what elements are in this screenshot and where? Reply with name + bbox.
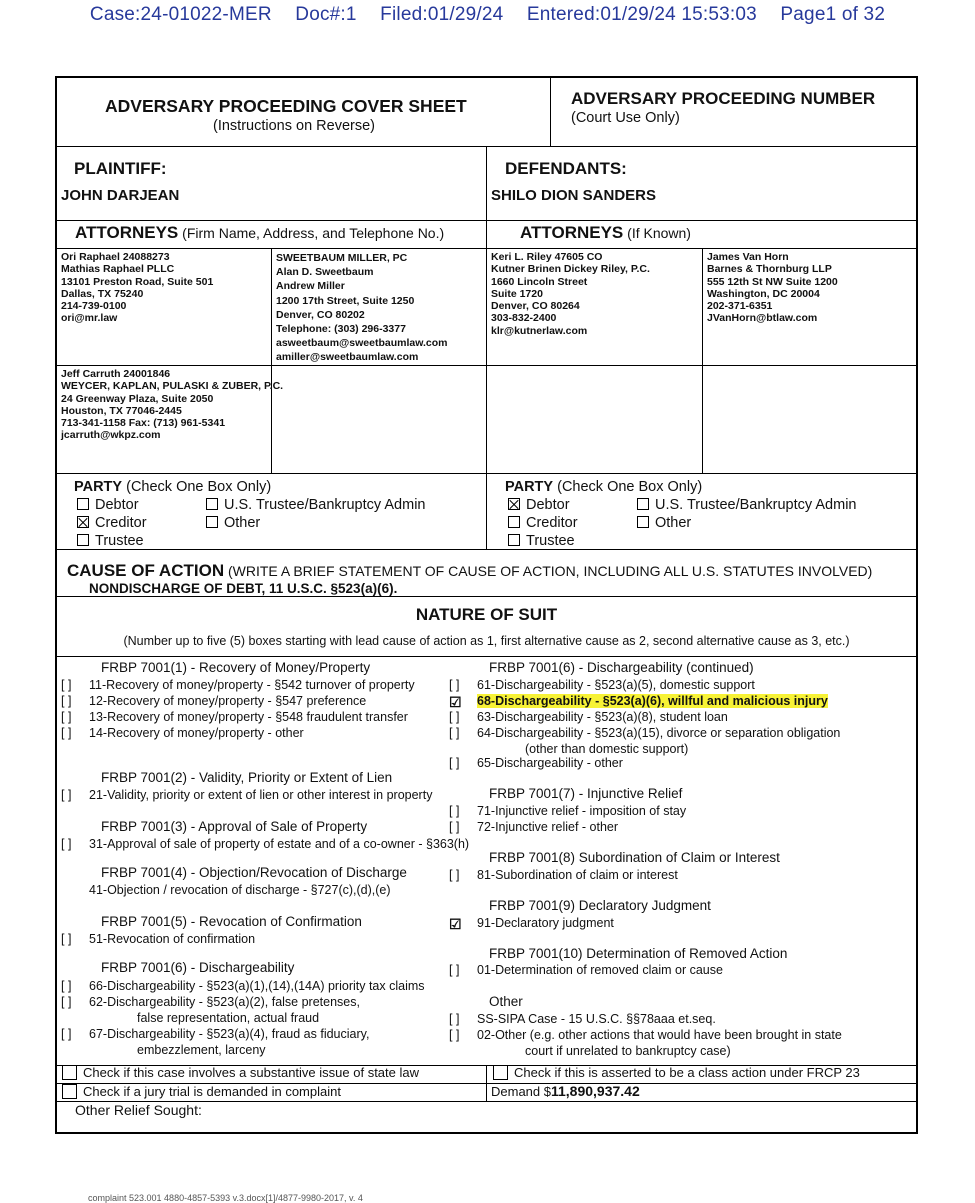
- nos-right-item: 64-Dischargeability - §523(a)(15), divorce or separation obligation: [477, 726, 841, 740]
- nos-checkbox[interactable]: [ ]: [449, 804, 460, 818]
- attorneys-right-header: ATTORNEYS (If Known): [520, 223, 691, 242]
- nos-left-heading: FRBP 7001(2) - Validity, Priority or Extent of Lien: [101, 770, 393, 785]
- party-left-ust[interactable]: U.S. Trustee/Bankruptcy Admin: [206, 497, 425, 513]
- attorney-van-horn: James Van Horn Barnes & Thornburg LLP 555 12th St NW Suite 1200 Washington, DC 20004 202-371-6351 JVanHorn@btlaw.com: [707, 251, 838, 325]
- party-right-ust[interactable]: U.S. Trustee/Bankruptcy Admin: [637, 497, 856, 513]
- attorney-raphael: Ori Raphael 24088273 Mathias Raphael PLLC 13101 Preston Road, Suite 501 Dallas, TX 75240 214-739-0100 ori@mr.law: [61, 251, 214, 325]
- proceeding-number-label: ADVERSARY PROCEEDING NUMBER: [571, 89, 876, 108]
- nature-of-suit-instructions: (Number up to five (5) boxes starting with lead cause of action as 1, first alternative cause as 2, second alternative cause as 3, etc.): [123, 634, 850, 648]
- entered-date: Entered:01/29/24 15:53:03: [526, 4, 757, 25]
- checkbox-checked-icon: [77, 516, 89, 528]
- attorneys-left-header: ATTORNEYS (Firm Name, Address, and Telephone No.): [75, 223, 445, 242]
- nature-of-suit-title: NATURE OF SUIT: [415, 605, 558, 624]
- checkbox-icon: [206, 516, 218, 528]
- nos-right-item: 61-Dischargeability - §523(a)(5), domestic support: [477, 678, 755, 692]
- party-right-debtor[interactable]: Debtor: [508, 497, 570, 513]
- nos-right-heading: FRBP 7001(10) Determination of Removed Action: [489, 946, 788, 961]
- checkbox-icon: [637, 498, 649, 510]
- party-left-header: PARTY (Check One Box Only): [74, 479, 272, 495]
- checkbox-icon: [493, 1065, 508, 1080]
- checkbox-icon: [77, 498, 89, 510]
- plaintiff-label: PLAINTIFF:: [74, 159, 167, 178]
- nos-right-heading: FRBP 7001(8) Subordination of Claim or Interest: [489, 850, 780, 865]
- party-left-trustee[interactable]: Trustee: [77, 533, 144, 549]
- nos-checkbox[interactable]: [ ]: [449, 820, 460, 834]
- nos-right-item: 01-Determination of removed claim or cause: [477, 963, 723, 977]
- nos-checkbox[interactable]: [ ]: [61, 710, 72, 724]
- checked-box-icon[interactable]: ☑: [449, 916, 462, 932]
- nos-checkbox[interactable]: [ ]: [449, 868, 460, 882]
- nos-left-item: 67-Dischargeability - §523(a)(4), fraud as fiduciary,: [89, 1027, 370, 1041]
- nos-right-item: SS-SIPA Case - 15 U.S.C. §§78aaa et.seq.: [477, 1012, 716, 1026]
- nos-right-heading: FRBP 7001(7) - Injunctive Relief: [489, 786, 683, 801]
- cause-of-action-statement: NONDISCHARGE OF DEBT, 11 U.S.C. §523(a)(6).: [89, 581, 398, 596]
- nos-right-item: 63-Dischargeability - §523(a)(8), student loan: [477, 710, 728, 724]
- checkbox-icon: [637, 516, 649, 528]
- checkbox-checked-icon: [508, 498, 520, 510]
- nos-checkbox[interactable]: [ ]: [449, 710, 460, 724]
- checkbox-icon: [77, 534, 89, 546]
- attorney-riley: Keri L. Riley 47605 CO Kutner Brinen Dickey Riley, P.C. 1660 Lincoln Street Suite 1720 Denver, CO 80264 303-832-2400 klr@kutnerlaw.com: [491, 251, 650, 337]
- nos-right-heading: FRBP 7001(9) Declaratory Judgment: [489, 898, 711, 913]
- checkbox-icon: [62, 1084, 77, 1099]
- nos-left-item: 41-Objection / revocation of discharge - §727(c),(d),(e): [89, 883, 391, 897]
- checkbox-icon: [206, 498, 218, 510]
- defendants-label: DEFENDANTS:: [505, 159, 627, 178]
- nos-left-item: false representation, actual fraud: [137, 1011, 320, 1025]
- cause-of-action-header: CAUSE OF ACTION (WRITE A BRIEF STATEMENT OF CAUSE OF ACTION, INCLUDING ALL U.S. STATUTES INVOLVED): [67, 561, 873, 580]
- nos-left-item: 21-Validity, priority or extent of lien or other interest in property: [89, 788, 433, 802]
- nos-right-item: court if unrelated to bankruptcy case): [525, 1044, 731, 1058]
- nos-left-item: 62-Dischargeability - §523(a)(2), false pretenses,: [89, 995, 360, 1009]
- nos-checkbox[interactable]: [ ]: [449, 678, 460, 692]
- nos-checkbox[interactable]: [ ]: [61, 726, 72, 740]
- nos-right-item: 68-Dischargeability - §523(a)(6), willful and malicious injury: [477, 694, 828, 708]
- case-header: [0, 4, 975, 26]
- nos-right-item: 72-Injunctive relief - other: [477, 820, 619, 834]
- nos-checkbox[interactable]: [ ]: [61, 837, 72, 851]
- checkbox-icon: [508, 534, 520, 546]
- nos-checkbox[interactable]: [ ]: [61, 1027, 72, 1041]
- document-footer: complaint 523.001 4880-4857-5393 v.3.docx[1]/4877-9980-2017, v. 4: [88, 1193, 363, 1203]
- doc-number: Doc#:1: [295, 4, 357, 25]
- filed-date: Filed:01/29/24: [380, 4, 504, 25]
- nos-right-heading: Other: [489, 994, 523, 1009]
- nos-right-item: 81-Subordination of claim or interest: [477, 868, 678, 882]
- nos-checkbox[interactable]: [ ]: [449, 756, 460, 770]
- checked-box-icon[interactable]: ☑: [449, 694, 462, 710]
- nos-right-item: (other than domestic support): [525, 742, 689, 756]
- nos-left-item: 11-Recovery of money/property - §542 turnover of property: [89, 678, 415, 692]
- nos-right-item: 65-Dischargeability - other: [477, 756, 623, 770]
- party-left-creditor[interactable]: Creditor: [77, 515, 147, 531]
- nos-left-heading: FRBP 7001(4) - Objection/Revocation of Discharge: [101, 865, 407, 880]
- nos-left-item: 13-Recovery of money/property - §548 fraudulent transfer: [89, 710, 408, 724]
- party-left-debtor[interactable]: Debtor: [77, 497, 139, 513]
- cover-sheet-form: [55, 76, 918, 1134]
- plaintiff-name: JOHN DARJEAN: [61, 187, 180, 204]
- nos-left-item: 14-Recovery of money/property - other: [89, 726, 304, 740]
- nos-checkbox[interactable]: [ ]: [61, 694, 72, 708]
- nos-checkbox[interactable]: [ ]: [61, 788, 72, 802]
- nos-left-heading: FRBP 7001(5) - Revocation of Confirmation: [101, 914, 362, 929]
- nos-left-item: 66-Dischargeability - §523(a)(1),(14),(14A) priority tax claims: [89, 979, 425, 993]
- nos-right-item: 02-Other (e.g. other actions that would have been brought in state: [477, 1028, 842, 1042]
- checkbox-icon: [508, 516, 520, 528]
- attorney-sweetbaum: SWEETBAUM MILLER, PC Alan D. Sweetbaum Andrew Miller 1200 17th Street, Suite 1250 Denver, CO 80202 Telephone: (303) 296-3377 asweetbaum@sweetbaumlaw.com amiller@sweetbaumlaw.com: [276, 252, 448, 364]
- party-right-trustee[interactable]: Trustee: [508, 533, 575, 549]
- nos-checkbox[interactable]: [ ]: [449, 963, 460, 977]
- case-number: Case:24-01022-MER: [89, 4, 272, 25]
- nos-left-item: 51-Revocation of confirmation: [89, 932, 256, 946]
- party-left-other[interactable]: Other: [206, 515, 260, 531]
- nos-checkbox[interactable]: [ ]: [61, 995, 72, 1009]
- attorney-carruth: Jeff Carruth 24001846 WEYCER, KAPLAN, PULASKI & ZUBER, P.C. 24 Greenway Plaza, Suite 2050 Houston, TX 77046-2445 713-341-1158 Fax: (713) 961-5341 jcarruth@wkpz.com: [61, 368, 284, 442]
- nos-left-heading: FRBP 7001(3) - Approval of Sale of Property: [101, 819, 368, 834]
- party-right-other[interactable]: Other: [637, 515, 691, 531]
- other-relief-sought: Other Relief Sought:: [75, 1102, 202, 1118]
- checkbox-icon: [62, 1065, 77, 1080]
- nos-left-item: 12-Recovery of money/property - §547 preference: [89, 694, 367, 708]
- nos-left-item: embezzlement, larceny: [137, 1043, 266, 1057]
- nos-checkbox[interactable]: [ ]: [449, 726, 460, 740]
- nos-checkbox[interactable]: [ ]: [61, 678, 72, 692]
- party-right-header: PARTY (Check One Box Only): [505, 479, 703, 495]
- state-law-checkbox-row[interactable]: Check if this case involves a substantive issue of state law: [62, 1065, 419, 1080]
- nos-left-heading: FRBP 7001(1) - Recovery of Money/Property: [101, 660, 371, 675]
- nos-right-item: 71-Injunctive relief - imposition of stay: [477, 804, 687, 818]
- form-title: ADVERSARY PROCEEDING COVER SHEET: [105, 96, 467, 116]
- defendants-name: SHILO DION SANDERS: [491, 187, 657, 204]
- nos-right-item: 91-Declaratory judgment: [477, 916, 614, 930]
- nos-right-heading: FRBP 7001(6) - Dischargeability (continued): [489, 660, 754, 675]
- nos-checkbox[interactable]: [ ]: [61, 932, 72, 946]
- nos-checkbox[interactable]: [ ]: [449, 1028, 460, 1042]
- demand-amount: Demand $11,890,937.42: [491, 1083, 640, 1099]
- proceeding-number-sub: (Court Use Only): [571, 110, 680, 126]
- nos-checkbox[interactable]: [ ]: [449, 1012, 460, 1026]
- nos-left-item: 31-Approval of sale of property of estate and of a co-owner - §363(h): [89, 837, 470, 851]
- nos-checkbox[interactable]: [ ]: [61, 979, 72, 993]
- party-right-creditor[interactable]: Creditor: [508, 515, 578, 531]
- jury-trial-checkbox-row[interactable]: Check if a jury trial is demanded in complaint: [62, 1084, 341, 1099]
- form-subtitle: (Instructions on Reverse): [213, 118, 375, 134]
- nos-left-heading: FRBP 7001(6) - Dischargeability: [101, 960, 295, 975]
- class-action-checkbox-row[interactable]: Check if this is asserted to be a class action under FRCP 23: [493, 1065, 860, 1080]
- page-count: Page1 of 32: [780, 4, 886, 25]
